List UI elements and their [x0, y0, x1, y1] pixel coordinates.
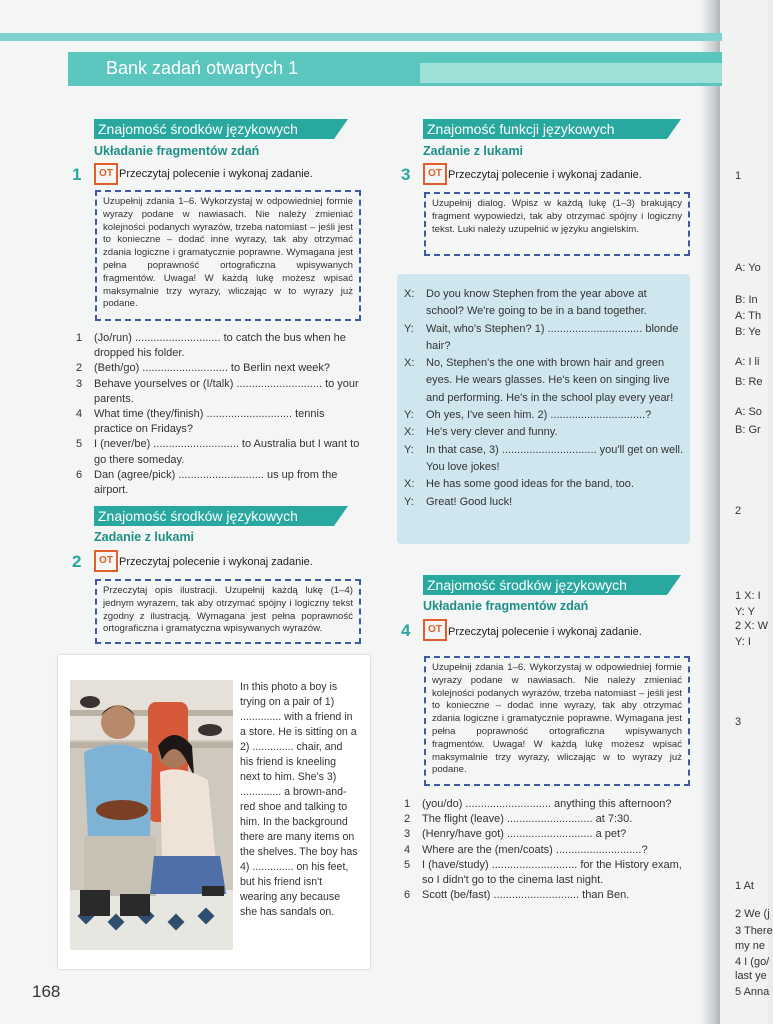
top-band [0, 33, 722, 41]
item-number: 6 [76, 468, 83, 481]
next-page-fragment: B: In [735, 294, 758, 306]
item-number: 3 [404, 828, 411, 841]
next-page-fragment: A: Yo [735, 262, 761, 274]
next-page-fragment: last ye [735, 970, 767, 982]
task2-number: 2 [72, 552, 82, 571]
next-page-fragment: 2 [735, 505, 742, 517]
item-text: I (never/be) ............................ to Australia but I want to go there someday. [94, 438, 360, 466]
next-page-fragment: 2 X: W [735, 620, 769, 632]
dialog-line [404, 407, 686, 424]
next-page-fragment: A: So [735, 406, 762, 418]
list-item [76, 407, 363, 437]
list-item [76, 377, 363, 407]
task4-items [404, 797, 688, 903]
page-number: 168 [32, 982, 61, 1001]
item-text: I (have/study) ............................ for the History exam, so I didn't go to the cinema last night. [422, 858, 682, 887]
item-number: 1 [76, 332, 83, 344]
item-text: Scott (be/fast) ............................ than Ben. [422, 889, 630, 902]
item-text: (Beth/go) ............................ to Berlin next week? [94, 362, 330, 375]
dialog-text: Oh yes, I've seen him. 2) ...............................? [426, 409, 652, 422]
list-item [76, 468, 363, 498]
next-page-fragment: B: Re [735, 376, 763, 388]
next-page-fragment: 1 X: I [735, 590, 761, 602]
next-page-fragment: Y: I [735, 636, 751, 648]
ot-icon: OT [423, 163, 447, 185]
task4-command: Przeczytaj polecenie i wykonaj zadanie. [448, 626, 642, 638]
item-text: (you/do) ............................ anything this afternoon? [422, 798, 672, 810]
task3-number: 3 [401, 165, 411, 184]
task2-instruction: Przeczytaj opis ilustracji. Uzupełnij każdą lukę (1–4) jednym wyrazem, tak aby otrzymać spójny i logiczny tekst zgodny z ilustracją. Wymagana jest pełna poprawność ortograficzna i gramatyczna wpisywanych wyrazów. [95, 579, 361, 644]
list-item [404, 858, 688, 888]
dialog-text: No, Stephen's the one with brown hair and green eyes. He wears glasses. He's keen on singing live and performing. He's in the school play every year! [426, 357, 674, 404]
next-page-fragment: my ne [735, 940, 765, 952]
header-banner-stripe [420, 63, 722, 83]
task3-subsection: Zadanie z lukami [423, 144, 524, 158]
dialog-line [404, 476, 686, 493]
speaker-label: X: [404, 426, 415, 439]
task4-section-heading: Znajomość środków językowych [423, 575, 667, 595]
dialog-text: Do you know Stephen from the year above at school? We're going to be in a band together. [426, 288, 647, 318]
speaker-label: X: [404, 288, 415, 300]
shoe-store-photo [70, 680, 233, 950]
speaker-label: Y: [404, 443, 414, 456]
task1-items [76, 331, 363, 498]
task3-dialog [404, 286, 686, 511]
list-item [404, 797, 688, 812]
list-item [76, 361, 363, 376]
dialog-text: In that case, 3) ............................... you'll get on well. You love jokes! [426, 443, 684, 473]
speaker-label: Y: [404, 322, 414, 335]
next-page-fragment: B: Ye [735, 326, 761, 338]
ot-icon: OT [423, 619, 447, 641]
list-item [404, 812, 688, 827]
task1-number: 1 [72, 165, 82, 184]
task1-subsection: Układanie fragmentów zdań [94, 144, 260, 158]
task3-command: Przeczytaj polecenie i wykonaj zadanie. [448, 169, 642, 181]
dialog-text: He has some good ideas for the band, too. [426, 478, 634, 491]
dialog-line [404, 321, 686, 356]
item-number: 3 [76, 377, 83, 390]
task1-instruction: Uzupełnij zdania 1–6. Wykorzystaj w odpowiedniej formie wyrazy podane w nawiasach. Nie należy zmieniać kolejności podanych wyrazów, trzeba natomiast – jeśli jest to konieczne – dodać inne wyrazy, tak aby otrzymać zdania logiczne i gramatycznie poprawne. Wymagana jest pełna poprawność ortograficzna wpisywanych fragmentów. Uwaga! W każdą lukę możesz wpisać maksymalnie trzy wyrazy, wliczając w to wyrazy już podane. [95, 190, 361, 321]
task3-section-heading: Znajomość funkcji językowych [423, 119, 667, 139]
next-page-fragment: 3 There [735, 925, 773, 937]
speaker-label: X: [404, 478, 415, 491]
dialog-line [404, 286, 686, 321]
shoe-store-illustration [70, 680, 233, 950]
list-item [404, 888, 688, 903]
item-text: (Jo/run) ............................ to catch the bus when he dropped his folder. [94, 332, 346, 360]
speaker-label: Y: [404, 495, 414, 508]
task4-subsection: Układanie fragmentów zdań [423, 599, 589, 613]
item-number: 1 [404, 798, 411, 810]
dialog-text: He's very clever and funny. [426, 426, 558, 439]
task1-command: Przeczytaj polecenie i wykonaj zadanie. [119, 168, 313, 180]
item-text: (Henry/have got) ............................ a pet? [422, 828, 627, 841]
task4-number: 4 [401, 621, 411, 640]
dialog-line [404, 355, 686, 407]
item-text: What time (they/finish) ............................ tennis practice on Fridays? [94, 408, 325, 436]
next-page-fragment: 1 [735, 170, 742, 182]
task2-description: In this photo a boy is trying on a pair of 1) .............. with a friend in a store. He is sitting on a 2) .............. chair, and his friend is kneeling next to him. She's 3) .............. a brown-and-red shoe and talking to him. In the background there are many items on the shelves. The boy has 4) .............. on his feet, but his friend isn't wearing any because she has sandals on. [240, 681, 358, 918]
list-item [76, 437, 363, 467]
item-number: 4 [404, 843, 411, 856]
item-number: 5 [76, 438, 83, 451]
task2-command: Przeczytaj polecenie i wykonaj zadanie. [119, 556, 313, 568]
next-page-fragment: 4 I (go/ [735, 956, 770, 968]
item-number: 4 [76, 408, 83, 421]
dialog-text: Great! Good luck! [426, 495, 513, 508]
list-item [76, 331, 363, 361]
next-page-fragment: 5 Anna [735, 986, 770, 998]
dialog-text: Wait, who's Stephen? 1) ............................... blonde hair? [426, 322, 679, 352]
next-page-fragment: B: Gr [735, 424, 761, 436]
dialog-line [404, 442, 686, 477]
task4-instruction: Uzupełnij zdania 1–6. Wykorzystaj w odpowiedniej formie wyrazy podane w nawiasach. Nie należy zmieniać kolejności podanych wyrazów, trzeba natomiast – jeśli jest to konieczne – dodać inne wyrazy, tak aby otrzymać zdania logiczne i gramatycznie poprawne. Wymagana jest pełna poprawność ortograficzna wpisywanych fragmentów. Uwaga! W każdą lukę możesz wpisać maksymalnie trzy wyrazy, wliczając w to wyrazy już podane. [424, 656, 690, 786]
next-page-fragment: Y: Y [735, 606, 755, 618]
list-item [404, 827, 688, 842]
ot-icon: OT [94, 550, 118, 572]
speaker-label: X: [404, 357, 415, 370]
dialog-line [404, 494, 686, 511]
item-text: Dan (agree/pick) ............................ us up from the airport. [94, 468, 338, 497]
next-page-fragment: A: I li [735, 356, 760, 368]
item-text: Where are the (men/coats) ............................? [422, 843, 648, 856]
next-page-fragment: A: Th [735, 310, 762, 322]
ot-icon: OT [94, 163, 118, 185]
next-page-fragment: 3 [735, 716, 742, 728]
item-number: 6 [404, 889, 411, 902]
item-number: 5 [404, 858, 411, 871]
task3-instruction: Uzupełnij dialog. Wpisz w każdą lukę (1–3) brakujący fragment wypowiedzi, tak aby otrzymać spójny i logiczny tekst. Luki należy uzupełnić w języku angielskim. [424, 192, 690, 256]
item-text: Behave yourselves or (I/talk) ............................ to your parents. [94, 377, 359, 405]
task2-subsection: Zadanie z lukami [94, 530, 195, 544]
speaker-label: Y: [404, 409, 414, 422]
task1-section-heading: Znajomość środków językowych [94, 119, 334, 139]
dialog-line [404, 424, 686, 441]
item-text: The flight (leave) ............................ at 7:30. [422, 813, 633, 826]
item-number: 2 [76, 362, 83, 375]
list-item [404, 843, 688, 858]
right-page-edge [720, 0, 768, 1024]
page-title: Bank zadań otwartych 1 [106, 58, 299, 78]
item-number: 2 [404, 813, 411, 826]
task2-section-heading: Znajomość środków językowych [94, 506, 334, 526]
next-page-fragment: 1 At [735, 880, 754, 892]
next-page-fragment: 2 We (j [735, 908, 770, 920]
